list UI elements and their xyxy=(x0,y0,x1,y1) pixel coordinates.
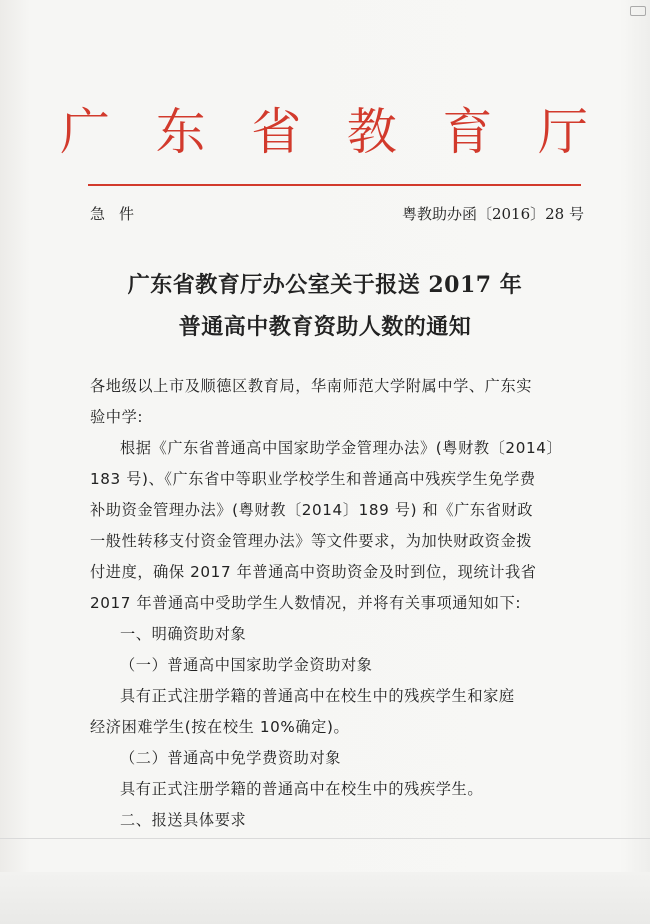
subsection-heading: （一）普通高中国家助学金资助对象 xyxy=(120,656,373,674)
paragraph-line: 具有正式注册学籍的普通高中在校生中的残疾学生和家庭 xyxy=(120,687,515,705)
paragraph-line: 具有正式注册学籍的普通高中在校生中的残疾学生。 xyxy=(120,780,484,798)
section-heading: 二、报送具体要求 xyxy=(120,811,247,829)
paragraph-line: 2017 年普通高中受助学生人数情况，并将有关事项通知如下: xyxy=(90,594,522,612)
subsection-heading: （二）普通高中免学费资助对象 xyxy=(120,749,342,767)
paragraph-line: 一般性转移支付资金管理办法》等文件要求，为加快财政资金拨 xyxy=(90,532,533,550)
masthead-divider xyxy=(88,184,581,186)
document-title-line-1: 广东省教育厅办公室关于报送 2017 年 xyxy=(127,272,523,298)
section-heading: 一、明确资助对象 xyxy=(120,625,247,643)
urgent-label: 急件 xyxy=(90,205,149,223)
page-bottom-shade xyxy=(0,872,650,924)
masthead-char: 厅 xyxy=(537,103,590,161)
document-title-line-2: 普通高中教育资助人数的通知 xyxy=(178,314,472,340)
masthead-char: 育 xyxy=(442,103,495,161)
masthead-char: 教 xyxy=(346,103,399,161)
masthead-char: 东 xyxy=(155,103,208,161)
addressee-line: 各地级以上市及顺德区教育局，华南师范大学附属中学、广东实 xyxy=(90,377,533,395)
masthead-char: 广 xyxy=(60,103,112,161)
masthead-title xyxy=(60,88,590,168)
paragraph-line: 付进度，确保 2017 年普通高中资助资金及时到位，现统计我省 xyxy=(90,563,537,581)
document-number: 粤教助办函〔2016〕28 号 xyxy=(401,205,584,223)
paragraph-line: 补助资金管理办法》(粤财教〔2014〕189 号) 和《广东省财政 xyxy=(90,501,534,519)
addressee-line: 验中学: xyxy=(90,408,144,426)
masthead-char: 省 xyxy=(251,103,304,161)
paragraph-line: 根据《广东省普通高中国家助学金管理办法》(粤财教〔2014〕 xyxy=(120,439,563,457)
paragraph-line: 经济困难学生(按在校生 10%确定)。 xyxy=(90,718,350,736)
paragraph-line: 183 号)、《广东省中等职业学校学生和普通高中残疾学生免学费 xyxy=(90,470,536,488)
page-edge-line xyxy=(0,838,650,839)
corner-mark xyxy=(630,6,646,16)
